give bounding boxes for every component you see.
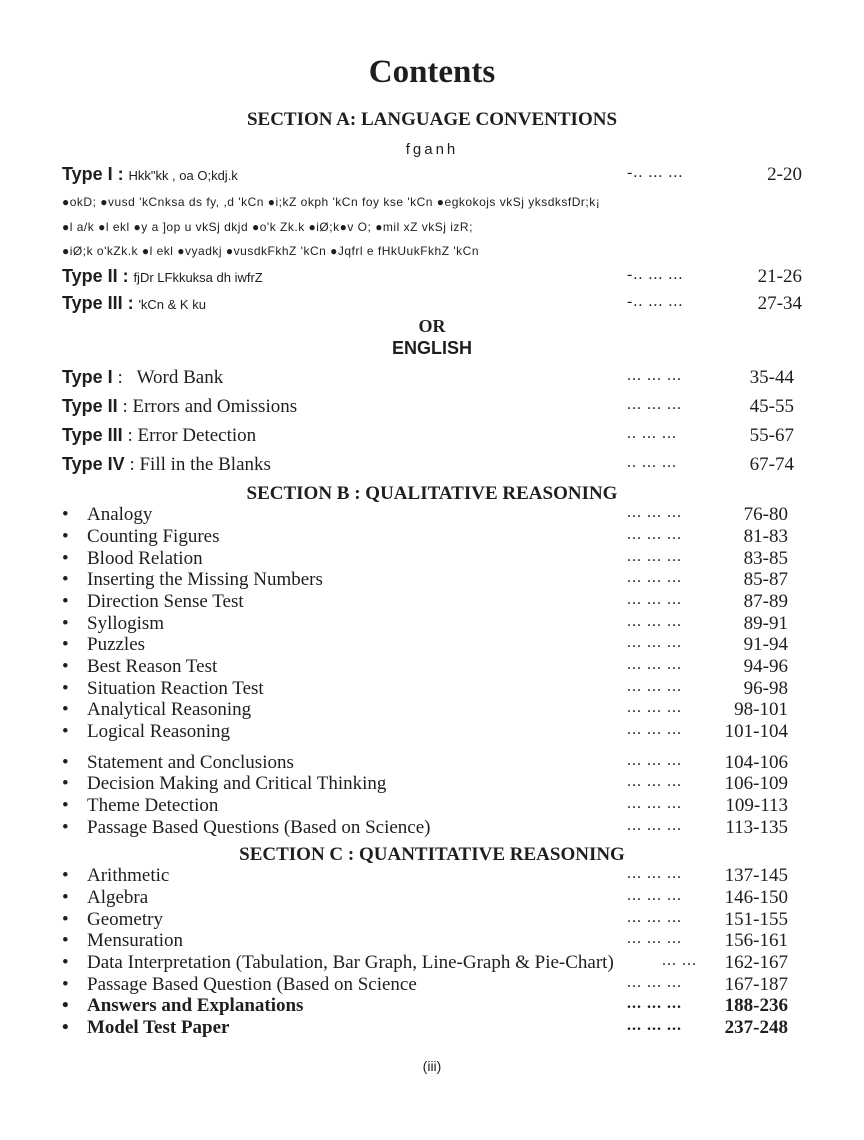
bullet-icon: • bbox=[62, 752, 69, 773]
item-title: Analogy bbox=[87, 504, 153, 525]
hindi-topics-line-2: ●l a/k ●l ekl ●y a ]op u vkSj dkjd ●o'k Zk.k ●iØ;k●v O; ●mil xZ vkSj izR; bbox=[62, 220, 473, 234]
page-range: 94-96 bbox=[743, 656, 788, 677]
leader-dots: ... ... ... bbox=[627, 569, 682, 586]
type-title: Fill in the Blanks bbox=[139, 454, 271, 475]
item-title: Situation Reaction Test bbox=[87, 678, 264, 699]
leader-dots: ... ... ... bbox=[627, 721, 682, 738]
list-item bbox=[62, 634, 802, 656]
list-item bbox=[62, 569, 802, 591]
bullet-icon: • bbox=[62, 795, 69, 816]
list-item bbox=[62, 656, 802, 678]
list-item bbox=[62, 752, 802, 774]
hindi-topics-line-1: ●okD; ●vusd 'kCnksa ds fy, ,d 'kCn ●i;kZ okph 'kCn foy kse 'kCn ●egkokojs vkSj yksdksfDr;k¡ bbox=[62, 195, 601, 209]
leader-dots: -.. ... ... bbox=[627, 293, 684, 310]
leader-dots: .. ... ... bbox=[627, 425, 677, 442]
leader-dots: ... ... ... bbox=[627, 396, 682, 413]
english-type-4-row bbox=[62, 454, 802, 476]
type-separator: : bbox=[122, 425, 138, 446]
type-label: Type II : bbox=[62, 266, 129, 286]
bullet-icon: • bbox=[62, 773, 69, 794]
bullet-icon: • bbox=[62, 952, 69, 973]
item-title: Syllogism bbox=[87, 613, 165, 634]
leader-dots: ... ... ... bbox=[627, 974, 682, 991]
leader-dots: ... ... ... bbox=[627, 773, 682, 790]
list-item bbox=[62, 678, 802, 700]
bullet-icon: • bbox=[62, 613, 69, 634]
leader-dots: ... ... ... bbox=[627, 613, 682, 630]
page-range: 89-91 bbox=[743, 613, 788, 634]
type-title: Error Detection bbox=[137, 425, 257, 446]
list-item bbox=[62, 721, 802, 743]
page-range: 87-89 bbox=[743, 591, 788, 612]
leader-dots: .. ... ... bbox=[627, 454, 677, 471]
list-item bbox=[62, 773, 802, 795]
list-item bbox=[62, 613, 802, 635]
list-item bbox=[62, 865, 802, 887]
bullet-icon: • bbox=[62, 1017, 69, 1038]
list-item bbox=[62, 909, 802, 931]
hindi-topics-line-3: ●iØ;k o'kZk.k ●l ekl ●vyadkj ●vusdkFkhZ 'kCn ●Jqfrl e fHkUukFkhZ 'kCn bbox=[62, 244, 480, 258]
page-range: 83-85 bbox=[743, 548, 788, 569]
bullet-icon: • bbox=[62, 591, 69, 612]
type-title: 'kCn & K ku bbox=[138, 297, 206, 312]
leader-dots: ... ... ... bbox=[627, 752, 682, 769]
bullet-icon: • bbox=[62, 865, 69, 886]
bullet-icon: • bbox=[62, 721, 69, 742]
leader-dots: ... ... ... bbox=[627, 591, 682, 608]
leader-dots: ... ... ... bbox=[627, 634, 682, 651]
type-label: Type I : bbox=[62, 164, 124, 184]
list-item bbox=[62, 591, 802, 613]
page-range: 76-80 bbox=[743, 504, 788, 525]
bullet-icon: • bbox=[62, 974, 69, 995]
page-range: 109-113 bbox=[725, 795, 788, 816]
bullet-icon: • bbox=[62, 634, 69, 655]
page-range: 167-187 bbox=[724, 974, 788, 995]
item-title: Inserting the Missing Numbers bbox=[87, 569, 323, 590]
type-title: Errors and Omissions bbox=[132, 396, 298, 417]
page-range: 2-20 bbox=[767, 164, 802, 185]
bullet-icon: • bbox=[62, 699, 69, 720]
leader-dots: ... ... ... bbox=[627, 995, 682, 1012]
leader-dots: ... ... ... bbox=[627, 678, 682, 695]
page-range: 27-34 bbox=[757, 293, 802, 314]
leader-dots: ... ... ... bbox=[627, 699, 682, 716]
item-title: Direction Sense Test bbox=[87, 591, 244, 612]
page-range: 21-26 bbox=[757, 266, 802, 287]
page-range: 151-155 bbox=[724, 909, 788, 930]
type-title: Word Bank bbox=[136, 367, 224, 388]
item-title: Passage Based Questions (Based on Science) bbox=[87, 817, 431, 838]
item-title: Blood Relation bbox=[87, 548, 203, 569]
item-title: Puzzles bbox=[87, 634, 146, 655]
page-range: 101-104 bbox=[724, 721, 788, 742]
list-item bbox=[62, 817, 802, 839]
bullet-icon: • bbox=[62, 930, 69, 951]
bullet-icon: • bbox=[62, 678, 69, 699]
type-label: Type III bbox=[62, 425, 123, 445]
page-range: 45-55 bbox=[749, 396, 794, 417]
page-range: 137-145 bbox=[724, 865, 788, 886]
list-item bbox=[62, 1017, 802, 1039]
leader-dots: -.. ... ... bbox=[627, 164, 684, 181]
list-item bbox=[62, 974, 802, 996]
section-a-heading: SECTION A: LANGUAGE CONVENTIONS bbox=[246, 109, 618, 130]
list-item bbox=[62, 952, 802, 974]
list-item bbox=[62, 887, 802, 909]
leader-dots: ... ... bbox=[662, 952, 697, 969]
type-separator: : bbox=[117, 396, 133, 417]
leader-dots: ... ... ... bbox=[627, 367, 682, 384]
item-title: Model Test Paper bbox=[87, 1017, 230, 1038]
item-title: Mensuration bbox=[87, 930, 184, 951]
bullet-icon: • bbox=[62, 526, 69, 547]
item-title: Algebra bbox=[87, 887, 149, 908]
leader-dots: ... ... ... bbox=[627, 548, 682, 565]
page-range: 146-150 bbox=[724, 887, 788, 908]
leader-dots: ... ... ... bbox=[627, 909, 682, 926]
bullet-icon: • bbox=[62, 504, 69, 525]
item-title: Statement and Conclusions bbox=[87, 752, 294, 773]
english-type-2-row bbox=[62, 396, 802, 418]
page-range: 156-161 bbox=[724, 930, 788, 951]
page-range: 162-167 bbox=[724, 952, 788, 973]
list-item bbox=[62, 548, 802, 570]
leader-dots: ... ... ... bbox=[627, 656, 682, 673]
leader-dots: ... ... ... bbox=[627, 930, 682, 947]
section-c-heading: SECTION C : QUANTITATIVE REASONING bbox=[239, 844, 625, 865]
page-range: 67-74 bbox=[749, 454, 794, 475]
list-item bbox=[62, 795, 802, 817]
leader-dots: ... ... ... bbox=[627, 887, 682, 904]
bullet-icon: • bbox=[62, 817, 69, 838]
type-label: Type III : bbox=[62, 293, 134, 313]
english-type-1-row bbox=[62, 367, 802, 389]
bullet-icon: • bbox=[62, 995, 69, 1016]
type-title: fjDr LFkkuksa dh iwfrZ bbox=[133, 270, 263, 285]
page-range: 85-87 bbox=[743, 569, 788, 590]
hindi-type-1-row bbox=[62, 164, 802, 186]
type-label: Type IV bbox=[62, 454, 125, 474]
item-title: Theme Detection bbox=[87, 795, 219, 816]
english-type-3-row bbox=[62, 425, 802, 447]
item-title: Geometry bbox=[87, 909, 163, 930]
type-separator: : bbox=[124, 454, 140, 475]
page-range: 35-44 bbox=[749, 367, 794, 388]
item-title: Decision Making and Critical Thinking bbox=[87, 773, 387, 794]
page-range: 188-236 bbox=[724, 995, 788, 1016]
item-title: Logical Reasoning bbox=[87, 721, 230, 742]
page-range: 98-101 bbox=[734, 699, 788, 720]
english-heading: ENGLISH bbox=[391, 338, 472, 358]
page-range: 106-109 bbox=[724, 773, 788, 794]
bullet-icon: • bbox=[62, 909, 69, 930]
type-label: Type I bbox=[62, 367, 113, 387]
type-title: Hkk"kk , oa O;kdj.k bbox=[128, 168, 238, 183]
item-title: Analytical Reasoning bbox=[87, 699, 252, 720]
page-range: 96-98 bbox=[743, 678, 788, 699]
item-title: Counting Figures bbox=[87, 526, 220, 547]
leader-dots: -.. ... ... bbox=[627, 266, 684, 283]
page-title: Contents bbox=[368, 54, 496, 90]
hindi-type-3-row bbox=[62, 293, 802, 315]
list-item bbox=[62, 504, 802, 526]
list-item bbox=[62, 699, 802, 721]
leader-dots: ... ... ... bbox=[627, 817, 682, 834]
item-title: Data Interpretation (Tabulation, Bar Graph, Line-Graph & Pie-Chart) bbox=[87, 952, 614, 973]
leader-dots: ... ... ... bbox=[627, 865, 682, 882]
page-range: 81-83 bbox=[743, 526, 788, 547]
item-title: Best Reason Test bbox=[87, 656, 218, 677]
list-item bbox=[62, 995, 802, 1017]
page-number: (iii) bbox=[422, 1058, 442, 1074]
page-range: 237-248 bbox=[724, 1017, 788, 1038]
leader-dots: ... ... ... bbox=[627, 526, 682, 543]
type-separator: : bbox=[112, 367, 137, 388]
page-range: 104-106 bbox=[724, 752, 788, 773]
page-range: 91-94 bbox=[743, 634, 788, 655]
section-b-heading: SECTION B : QUALITATIVE REASONING bbox=[246, 483, 618, 504]
section-a-subheading: fganh bbox=[405, 141, 459, 158]
page-range: 55-67 bbox=[749, 425, 794, 446]
hindi-type-2-row bbox=[62, 266, 802, 288]
leader-dots: ... ... ... bbox=[627, 795, 682, 812]
or-separator: OR bbox=[418, 316, 446, 336]
list-item bbox=[62, 526, 802, 548]
bullet-icon: • bbox=[62, 569, 69, 590]
item-title: Answers and Explanations bbox=[87, 995, 304, 1016]
bullet-icon: • bbox=[62, 548, 69, 569]
item-title: Arithmetic bbox=[87, 865, 170, 886]
bullet-icon: • bbox=[62, 887, 69, 908]
leader-dots: ... ... ... bbox=[627, 504, 682, 521]
list-item bbox=[62, 930, 802, 952]
type-label: Type II bbox=[62, 396, 118, 416]
leader-dots: ... ... ... bbox=[627, 1017, 682, 1034]
item-title: Passage Based Question (Based on Science bbox=[87, 974, 417, 995]
page-range: 113-135 bbox=[725, 817, 788, 838]
bullet-icon: • bbox=[62, 656, 69, 677]
